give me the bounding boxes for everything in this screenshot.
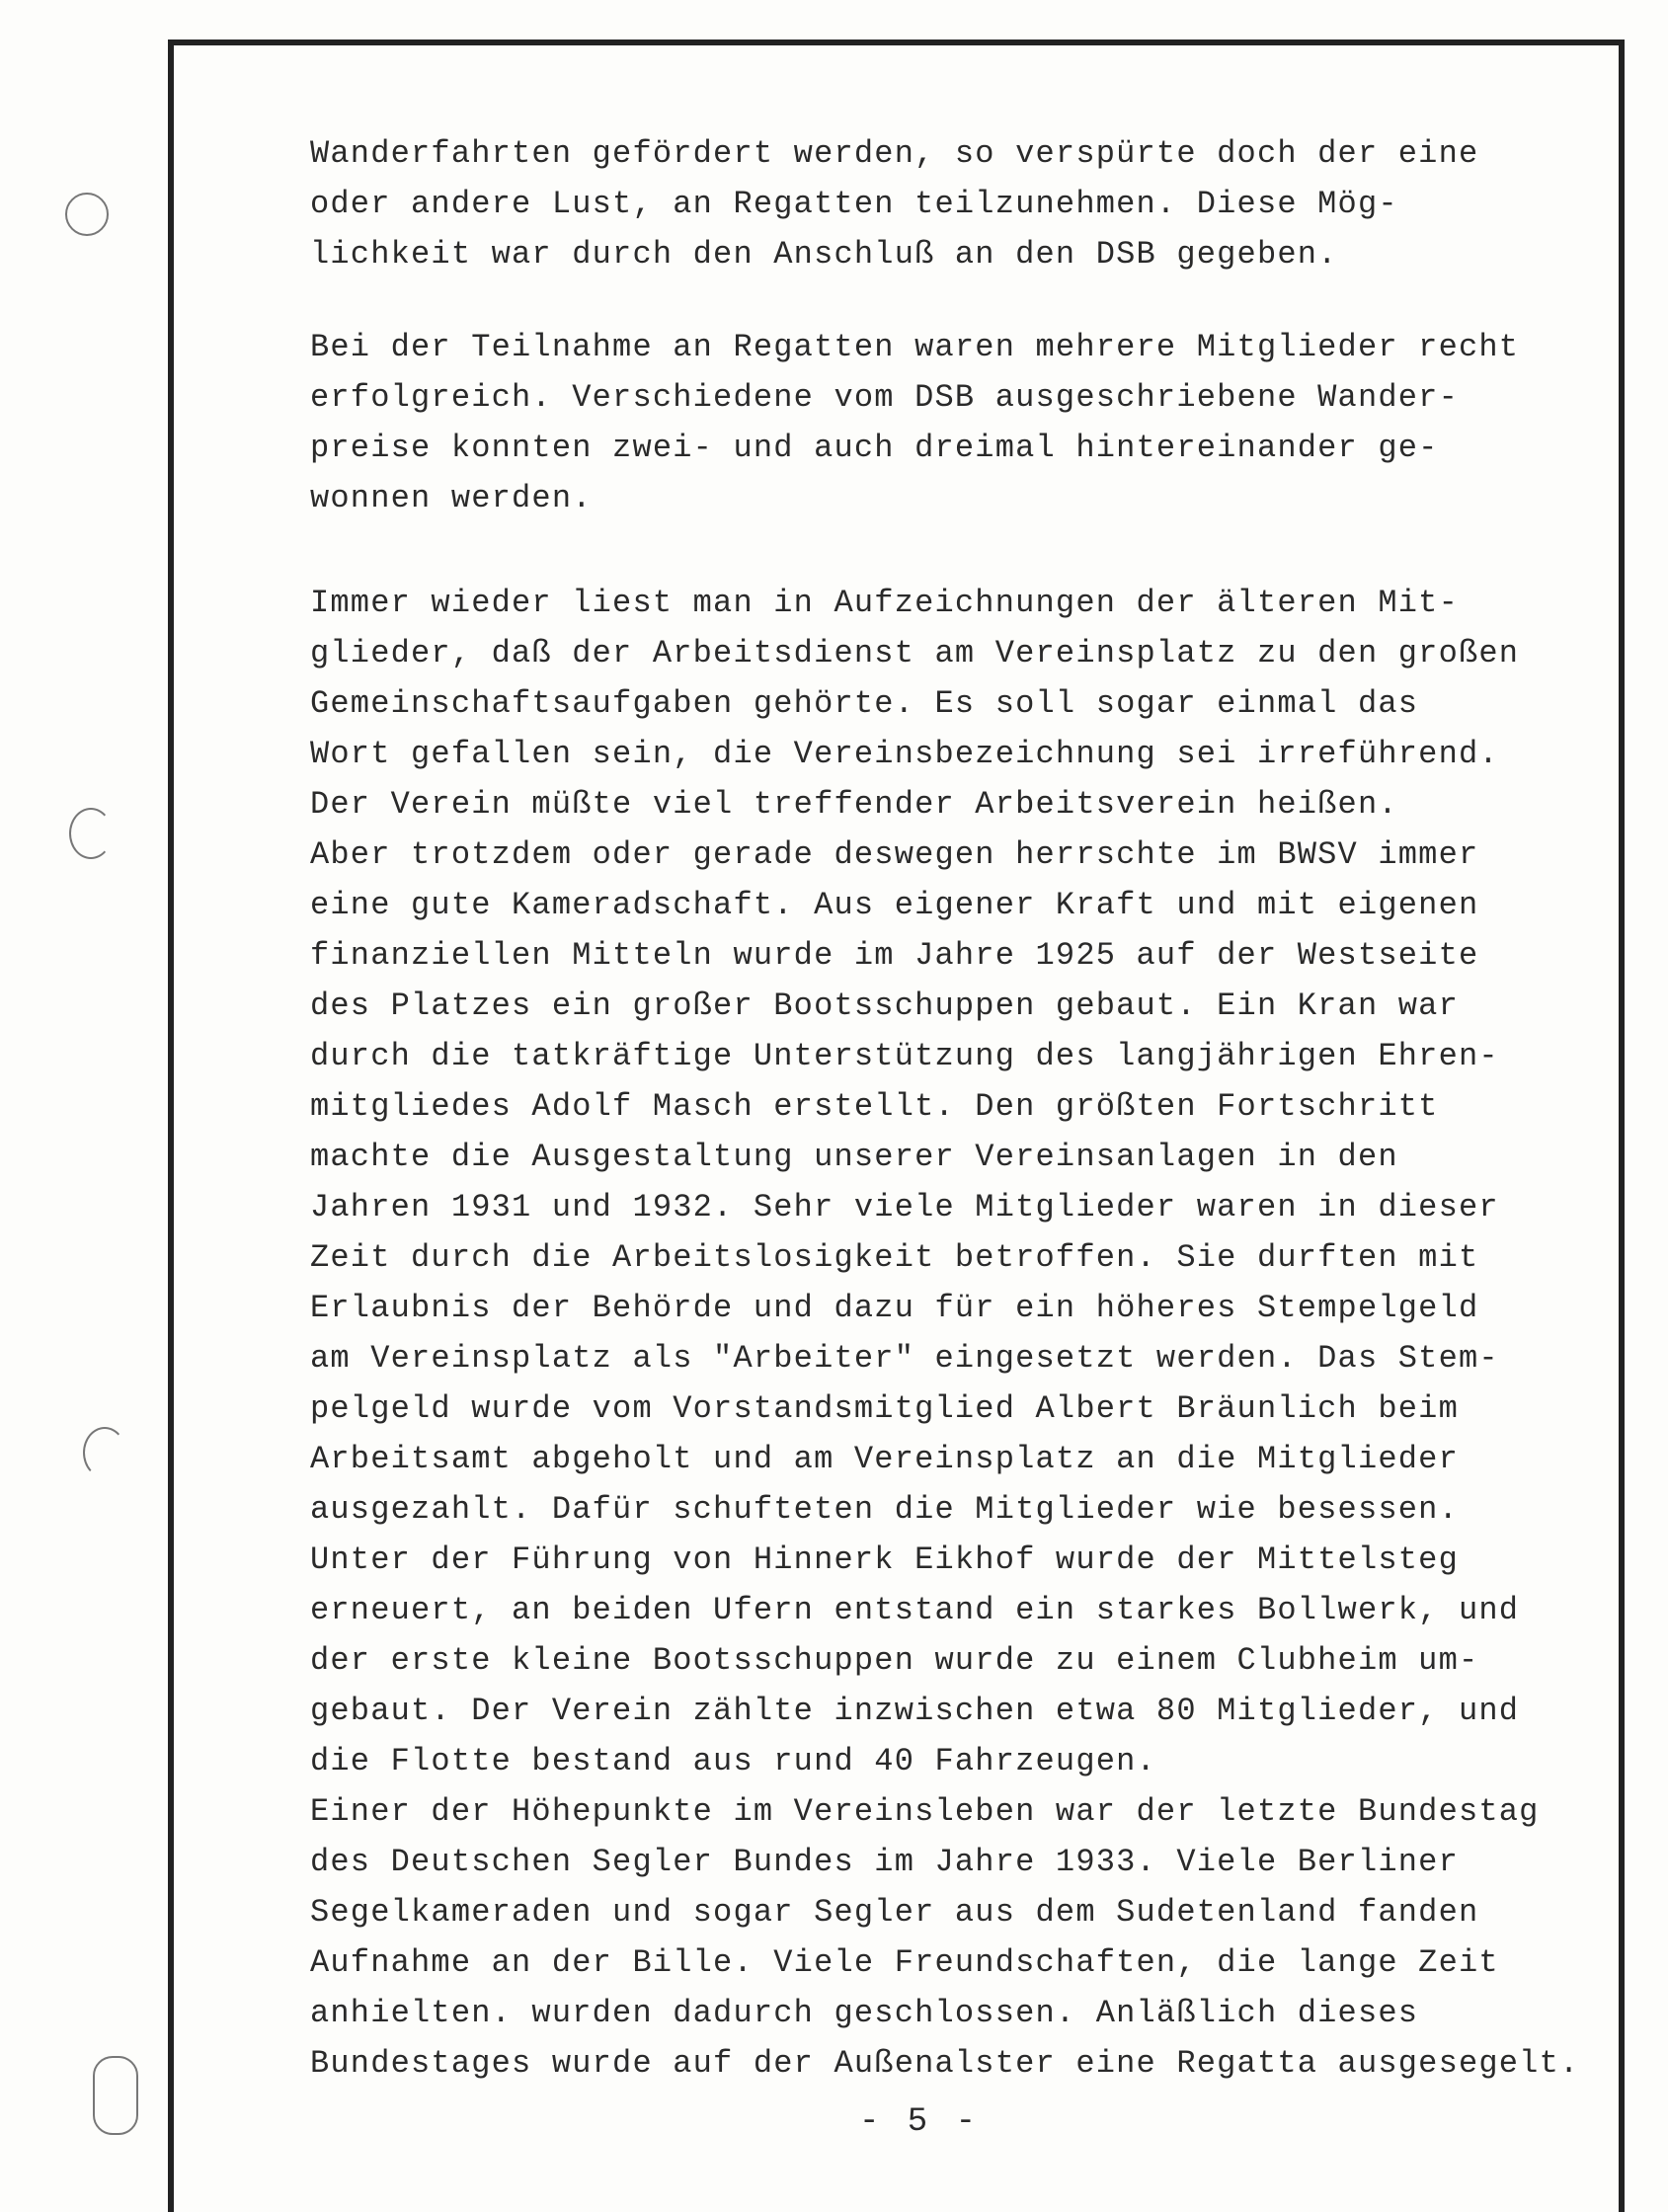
- text-line: Arbeitsamt abgeholt und am Vereinsplatz an die Mitglieder: [310, 1441, 1459, 1477]
- text-line: die Flotte bestand aus rund 40 Fahrzeugen.: [310, 1743, 1156, 1779]
- text-line: des Deutschen Segler Bundes im Jahre 1933. Viele Berliner: [310, 1844, 1459, 1880]
- text-line: Gemeinschaftsaufgaben gehörte. Es soll sogar einmal das: [310, 685, 1419, 722]
- punch-hole: [83, 1427, 126, 1478]
- text-line: oder andere Lust, an Regatten teilzunehmen. Diese Mög-: [310, 186, 1398, 222]
- text-line: Aufnahme an der Bille. Viele Freundschaften, die lange Zeit: [310, 1944, 1499, 1981]
- text-line: gebaut. Der Verein zählte inzwischen etwa 80 Mitglieder, und: [310, 1693, 1520, 1729]
- text-line: erfolgreich. Verschiedene vom DSB ausgeschriebene Wander-: [310, 379, 1459, 416]
- text-line: pelgeld wurde vom Vorstandsmitglied Albert Bräunlich beim: [310, 1390, 1459, 1427]
- text-line: wonnen werden.: [310, 480, 593, 516]
- text-line: Jahren 1931 und 1932. Sehr viele Mitglieder waren in dieser: [310, 1189, 1499, 1225]
- text-line: der erste kleine Bootsschuppen wurde zu einem Clubheim um-: [310, 1642, 1479, 1679]
- text-line: Bei der Teilnahme an Regatten waren mehrere Mitglieder recht: [310, 329, 1520, 365]
- text-line: Wanderfahrten gefördert werden, so verspürte doch der eine: [310, 135, 1479, 172]
- text-line: mitgliedes Adolf Masch erstellt. Den größten Fortschritt: [310, 1088, 1439, 1125]
- text-line: am Vereinsplatz als "Arbeiter" eingesetzt werden. Das Stem-: [310, 1340, 1499, 1377]
- page-number: - 5 -: [859, 2103, 981, 2141]
- text-line: Immer wieder liest man in Aufzeichnungen der älteren Mit-: [310, 585, 1459, 621]
- text-line: anhielten. wurden dadurch geschlossen. Anläßlich dieses: [310, 1995, 1419, 2031]
- text-line: Zeit durch die Arbeitslosigkeit betroffen. Sie durften mit: [310, 1239, 1479, 1276]
- text-line: des Platzes ein großer Bootsschuppen gebaut. Ein Kran war: [310, 988, 1459, 1024]
- text-line: eine gute Kameradschaft. Aus eigener Kraft und mit eigenen: [310, 887, 1479, 923]
- text-line: Aber trotzdem oder gerade deswegen herrschte im BWSV immer: [310, 836, 1479, 873]
- text-line: Unter der Führung von Hinnerk Eikhof wurde der Mittelsteg: [310, 1541, 1459, 1578]
- paragraph-2: [310, 322, 1594, 523]
- text-line: Segelkameraden und sogar Segler aus dem Sudetenland fanden: [310, 1894, 1479, 1931]
- text-line: preise konnten zwei- und auch dreimal hintereinander ge-: [310, 430, 1439, 466]
- text-line: Der Verein müßte viel treffender Arbeitsverein heißen.: [310, 786, 1398, 823]
- text-line: lichkeit war durch den Anschluß an den DSB gegeben.: [310, 236, 1338, 273]
- paragraph-1: [310, 128, 1594, 279]
- punch-hole: [69, 808, 113, 859]
- text-line: finanziellen Mitteln wurde im Jahre 1925 auf der Westseite: [310, 937, 1479, 974]
- text-line: ausgezahlt. Dafür schufteten die Mitglieder wie besessen.: [310, 1491, 1459, 1528]
- text-line: durch die tatkräftige Unterstützung des langjährigen Ehren-: [310, 1038, 1499, 1074]
- paragraph-3: [310, 578, 1594, 2089]
- text-line: Einer der Höhepunkte im Vereinsleben war der letzte Bundestag: [310, 1793, 1540, 1830]
- punch-hole: [65, 193, 109, 236]
- text-line: machte die Ausgestaltung unserer Vereinsanlagen in den: [310, 1139, 1398, 1175]
- punch-hole: [93, 2056, 138, 2135]
- text-line: Erlaubnis der Behörde und dazu für ein höheres Stempelgeld: [310, 1290, 1479, 1326]
- text-line: Wort gefallen sein, die Vereinsbezeichnung sei irreführend.: [310, 736, 1499, 772]
- text-line: glieder, daß der Arbeitsdienst am Vereinsplatz zu den großen: [310, 635, 1520, 672]
- text-line: Bundestages wurde auf der Außenalster eine Regatta ausgesegelt.: [310, 2045, 1580, 2082]
- text-line: erneuert, an beiden Ufern entstand ein starkes Bollwerk, und: [310, 1592, 1520, 1628]
